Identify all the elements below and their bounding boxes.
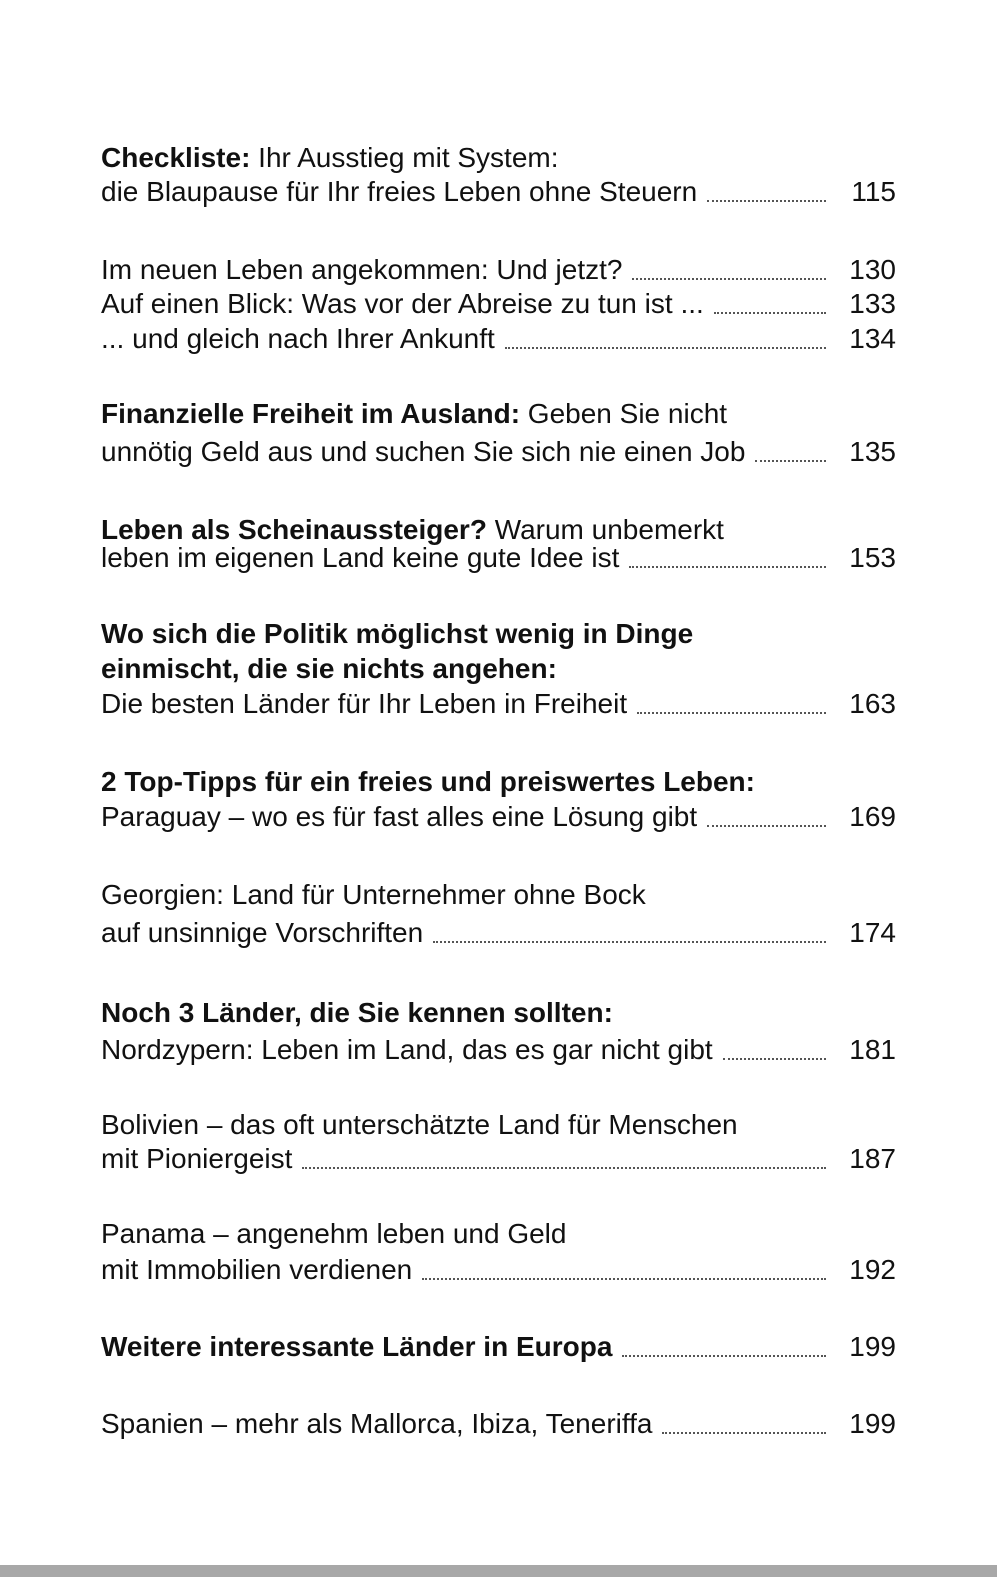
toc-entry-bold-segment: einmischt, die sie nichts angehen:	[101, 653, 557, 684]
dot-leader	[622, 1329, 826, 1357]
dot-leader	[629, 540, 826, 568]
toc-entry-text	[101, 1107, 738, 1143]
toc-line	[101, 877, 896, 913]
toc-line	[101, 1406, 896, 1442]
dot-leader	[302, 1141, 826, 1169]
toc-entry-segment: Auf einen Blick: Was vor der Abreise zu tun ist ...	[101, 288, 704, 319]
dot-leader	[707, 799, 826, 827]
dot-leader	[734, 512, 826, 538]
toc-line	[101, 540, 896, 576]
toc-entry-text	[101, 252, 622, 288]
toc-line	[101, 686, 896, 722]
toc-line	[101, 915, 896, 951]
toc-line	[101, 1032, 896, 1068]
page-number: 130	[849, 254, 896, 285]
toc-entry-bold-segment: Finanzielle Freiheit im Ausland:	[101, 398, 521, 429]
page-number: 133	[849, 288, 896, 319]
page-number: 163	[849, 688, 896, 719]
toc-entry-segment: leben im eigenen Land keine gute Idee ist	[101, 542, 620, 573]
toc-entry-text	[101, 540, 619, 576]
dot-leader	[755, 434, 826, 462]
toc-entry-segment: Bolivien – das oft unterschätzte Land für Menschen	[101, 1109, 738, 1140]
toc-entry-segment: Paraguay – wo es für fast alles eine Lösung gibt	[101, 801, 698, 832]
toc-entry-segment: die Blaupause für Ihr freies Leben ohne Steuern	[101, 176, 698, 207]
dot-leader	[505, 321, 826, 349]
toc-entry-text	[101, 1216, 566, 1252]
page-number: 153	[849, 542, 896, 573]
toc-entry-text	[101, 995, 613, 1031]
toc-line	[101, 764, 896, 800]
toc-entry-bold-segment: Noch 3 Länder, die Sie kennen sollten:	[101, 997, 613, 1028]
page-number: 174	[849, 917, 896, 948]
dot-leader	[737, 396, 826, 422]
toc-entry-bold-segment: Checkliste:	[101, 142, 251, 173]
toc-line	[101, 321, 896, 357]
dot-leader	[748, 1107, 826, 1133]
toc-line	[101, 140, 896, 176]
page-number: 169	[849, 801, 896, 832]
toc-entry-text	[101, 616, 693, 652]
toc-entry-segment: Spanien – mehr als Mallorca, Ibiza, Teneriffa	[101, 1408, 653, 1439]
toc-entry-text	[101, 1252, 412, 1288]
page-number: 199	[849, 1331, 896, 1362]
toc-entry-bold-segment: Wo sich die Politik möglichst wenig in Dinge	[101, 618, 694, 649]
page-number: 134	[849, 323, 896, 354]
dot-leader	[433, 915, 826, 943]
dot-leader	[656, 877, 826, 903]
toc-line	[101, 434, 896, 470]
toc-line	[101, 651, 896, 687]
toc-entry-text	[101, 286, 704, 322]
toc-entry-segment: Die besten Länder für Ihr Leben in Freiheit	[101, 688, 628, 719]
dot-leader	[637, 686, 826, 714]
toc-entry-text	[101, 877, 646, 913]
page-number: 181	[849, 1034, 896, 1065]
toc-entry-segment: Ihr Ausstieg mit System:	[250, 142, 559, 173]
toc-entry-bold-segment: Weitere interessante Länder in Europa	[101, 1331, 613, 1362]
page-number: 115	[851, 176, 896, 207]
dot-leader	[567, 651, 826, 677]
toc-entry-text	[101, 1141, 292, 1177]
toc-line	[101, 1141, 896, 1177]
dot-leader	[703, 616, 826, 642]
toc-entry-text	[101, 174, 697, 210]
dot-leader	[422, 1252, 826, 1280]
toc-line	[101, 616, 896, 652]
toc-entry-segment: Im neuen Leben angekommen: Und jetzt?	[101, 254, 623, 285]
page-number: 199	[849, 1408, 896, 1439]
toc-entry-text	[101, 434, 745, 470]
toc-entry-text	[101, 651, 557, 687]
toc-line	[101, 286, 896, 322]
toc-line	[101, 252, 896, 288]
toc-entry-text	[101, 396, 727, 432]
toc-line	[101, 1329, 896, 1365]
page-number: 192	[849, 1254, 896, 1285]
toc-line	[101, 1252, 896, 1288]
page-number: 187	[849, 1143, 896, 1174]
dot-leader	[707, 174, 826, 202]
toc-entry-segment: Geben Sie nicht	[520, 398, 728, 429]
page-number: 135	[849, 436, 896, 467]
toc-entry-bold-segment: 2 Top-Tipps für ein freies und preiswertes Leben:	[101, 766, 755, 797]
toc-entry-segment: auf unsinnige Vorschriften	[101, 917, 424, 948]
toc-entry-text	[101, 1329, 612, 1365]
footer-bar	[0, 1565, 997, 1577]
dot-leader	[765, 764, 826, 790]
toc-entry-segment: mit Pioniergeist	[101, 1143, 293, 1174]
toc-line	[101, 396, 896, 432]
toc-line	[101, 174, 896, 210]
toc-entry-segment: ... und gleich nach Ihrer Ankunft	[101, 323, 495, 354]
toc-entry-bold-segment: Leben als Scheinaussteiger?	[101, 514, 487, 545]
toc-entry-segment: Warum unbemerkt	[486, 514, 724, 545]
toc-entry-text	[101, 799, 697, 835]
toc-entry-segment: Nordzypern: Leben im Land, das es gar nicht gibt	[101, 1034, 713, 1065]
toc-entry-text	[101, 321, 495, 357]
dot-leader	[632, 252, 826, 280]
toc-entry-segment: mit Immobilien verdienen	[101, 1254, 413, 1285]
toc-entry-text	[101, 140, 559, 176]
dot-leader	[662, 1406, 826, 1434]
toc-entry-text	[101, 1032, 713, 1068]
toc-entry-segment: Georgien: Land für Unternehmer ohne Bock	[101, 879, 646, 910]
toc-line	[101, 1216, 896, 1252]
toc-entry-text	[101, 764, 755, 800]
dot-leader	[714, 286, 826, 314]
toc-entry-text	[101, 686, 627, 722]
dot-leader	[576, 1216, 826, 1242]
toc-line	[101, 995, 896, 1031]
toc-line	[101, 1107, 896, 1143]
toc-entry-segment: Panama – angenehm leben und Geld	[101, 1218, 567, 1249]
toc-entry-segment: unnötig Geld aus und suchen Sie sich nie einen Job	[101, 436, 746, 467]
toc-entry-text	[101, 1406, 652, 1442]
dot-leader	[723, 1032, 826, 1060]
dot-leader	[623, 995, 826, 1021]
toc-line	[101, 799, 896, 835]
dot-leader	[569, 140, 826, 166]
toc-entry-text	[101, 915, 423, 951]
